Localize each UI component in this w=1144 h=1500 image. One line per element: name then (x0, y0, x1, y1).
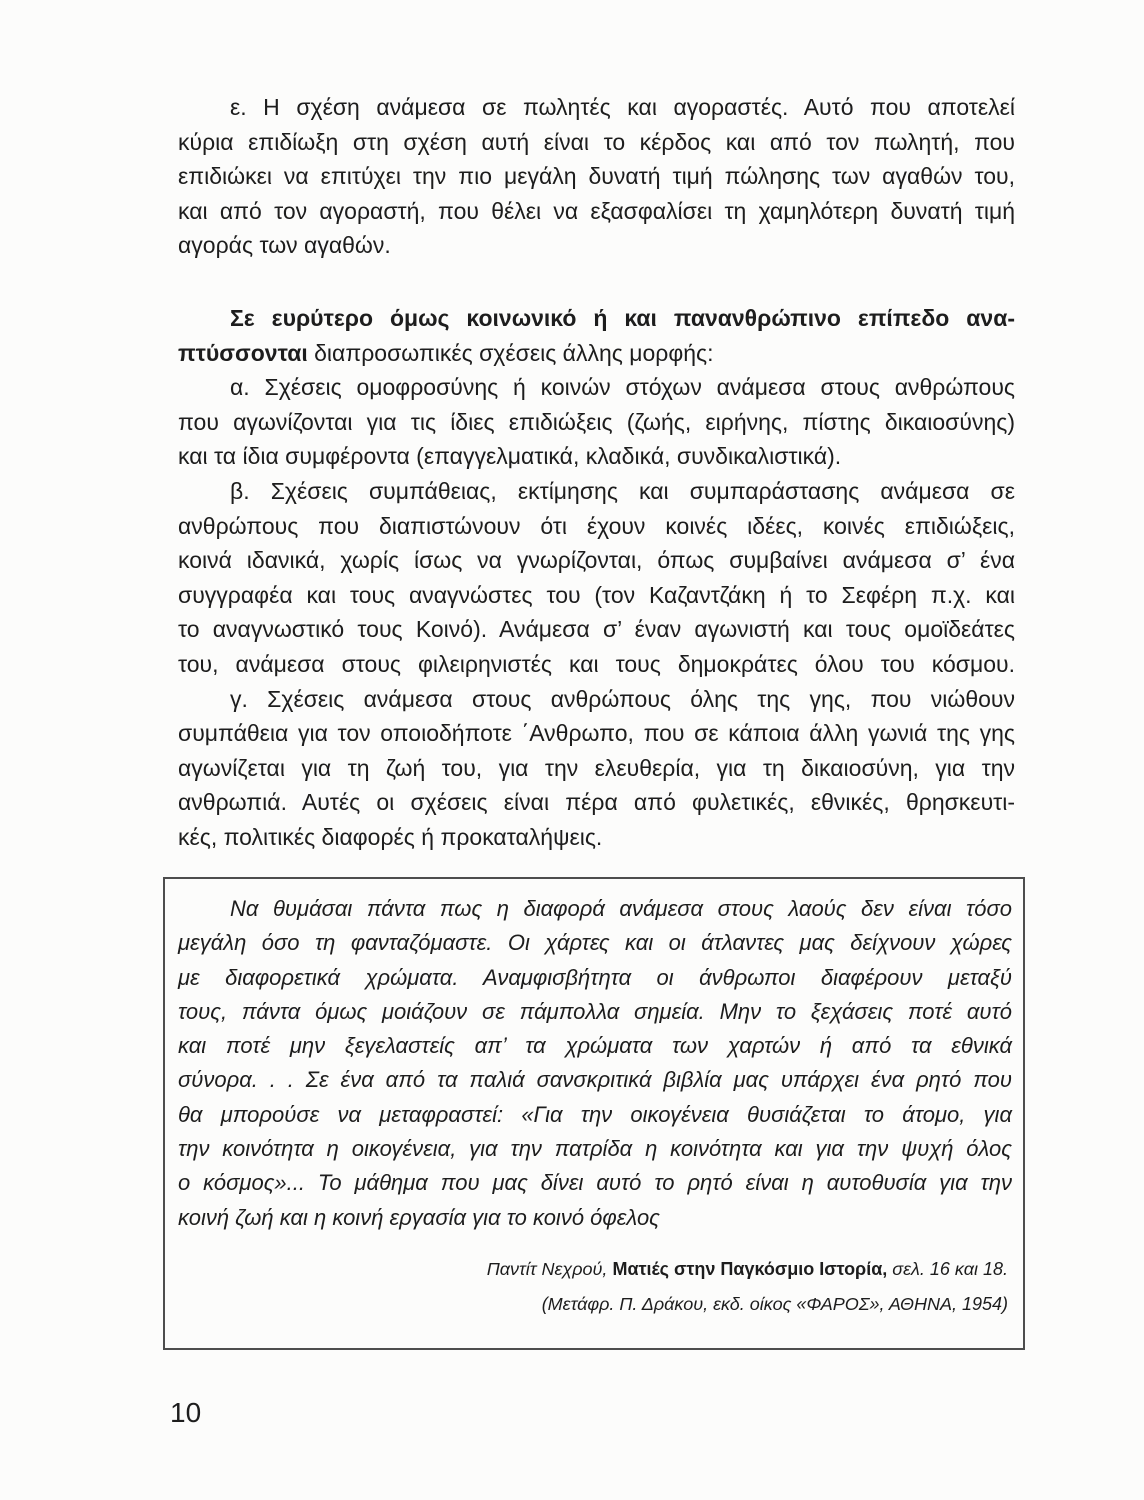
paragraph-item-e (178, 90, 1015, 263)
text-line: κοινά ιδανικά, χωρίς ίσως να γνωρίζονται, όπως συμβαίνει ανάμεσα σ’ ένα (178, 547, 1015, 574)
quote-line: Να θυμάσαι πάντα πως η διαφορά ανάμεσα στους λαούς δεν είναι τόσο (230, 896, 1012, 921)
text-line: γ. Σχέσεις ανάμεσα στους ανθρώπους όλης της γης, που νιώθουν (230, 685, 1015, 712)
text-line: και από τον αγοραστή, που θέλει να εξασφαλίσει τη χαμηλότερη δυνατή τιμή (178, 197, 1015, 224)
text-line: το αναγνωστικό τους Κοινό). Ανάμεσα σ’ έναν αγωνιστή και τους ομοϊδεάτες (178, 616, 1015, 643)
text-line: κές, πολιτικές διαφορές ή προκαταλήψεις. (178, 823, 603, 850)
quote-line: με διαφορετικά χρώματα. Αναμφισβήτητα οι άνθρωποι διαφέρουν μεταξύ (178, 964, 1012, 990)
text-line: συμπάθεια για τον οποιοδήποτε ΄Ανθρωπο, που σε κάποια άλλη γωνιά της γης (178, 720, 1015, 747)
quote-text (178, 892, 1012, 1235)
text-line: αγοράς των αγαθών. (178, 232, 391, 259)
paragraph-intro (178, 301, 1015, 370)
text-line: επιδιώκει να επιτύχει την πιο μεγάλη δυνατή τιμή πώλησης των αγαθών του, (178, 163, 1015, 190)
paragraph-item-b (178, 474, 1015, 682)
citation-book-title: Ματιές στην Παγκόσμιο Ιστορία, (612, 1258, 888, 1279)
citation (178, 1252, 1012, 1322)
text-line: κύρια επιδίωξη στη σχέση αυτή είναι το κέρδος και από τον πωλητή, που (178, 128, 1015, 155)
quote-line: θα μπορούσε να μεταφραστεί: «Για την οικογένεια θυσιάζεται το άτομο, για (178, 1101, 1012, 1127)
page-number: 10 (170, 1397, 202, 1428)
text-line: β. Σχέσεις συμπάθειας, εκτίμησης και συμπαράστασης ανάμεσα σε (230, 477, 1015, 504)
quote-line: ο κόσμος»... Το μάθημα που μας δίνει αυτό το ρητό είναι η αυτοθυσία για την (178, 1170, 1012, 1196)
text-line: α. Σχέσεις ομοφροσύνης ή κοινών στόχων ανάμεσα στους ανθρώπους (230, 374, 1015, 401)
citation-author: Παντίτ Νεχρού, (486, 1258, 608, 1279)
quote-box (163, 877, 1025, 1350)
text-line: και τα ίδια συμφέροντα (επαγγελματικά, κλαδικά, συνδικαλιστικά). (178, 443, 842, 470)
text-line: ε. Η σχέση ανάμεσα σε πωλητές και αγοραστές. Αυτό που αποτελεί (230, 94, 1015, 120)
citation-translation-note: (Μετάφρ. Π. Δράκου, εκδ. οίκος «ΦΑΡΟΣ», ΑΘΗΝΑ, 1954) (541, 1293, 1008, 1314)
paragraph-item-g (178, 682, 1015, 855)
text-line: ανθρωπιά. Αυτές οι σχέσεις είναι πέρα από φυλετικές, εθνικές, θρησκευτι- (178, 789, 1015, 816)
text-line: ανθρώπους που διαπιστώνουν ότι έχουν κοινές ιδέες, κοινές επιδιώξεις, (178, 512, 1015, 539)
quote-line: μεγάλη όσο τη φανταζόμαστε. Οι χάρτες και οι άτλαντες μας δείχνουν χώρες (178, 930, 1012, 956)
quote-line: κοινή ζωή και η κοινή εργασία για το κοινό όφελος (178, 1204, 660, 1230)
document-body (178, 90, 1015, 854)
quote-line: την κοινότητα η οικογένεια, για την πατρίδα η κοινότητα και για την ψυχή όλος (178, 1136, 1012, 1162)
quote-line: και ποτέ μην ξεγελαστείς απ’ τα χρώματα των χαρτών ή από τα εθνικά (178, 1033, 1012, 1059)
quote-line: τους, πάντα όμως μοιάζουν σε πάμπολλα σημεία. Μην το ξεχάσεις ποτέ αυτό (178, 998, 1012, 1024)
text-line-bold: Σε ευρύτερο όμως κοινωνικό ή και πανανθρώπινο επίπεδο ανα- (230, 304, 1015, 331)
text-line: συγγραφέα και τους αναγνώστες του (τον Καζαντζάκη ή το Σεφέρη π.χ. και (178, 581, 1015, 608)
paragraph-item-a (178, 370, 1015, 474)
text-line (178, 336, 1015, 371)
citation-pages: σελ. 16 και 18. (892, 1258, 1008, 1279)
text-line: του, ανάμεσα στους φιλειρηνιστές και τους δημοκράτες όλου του κόσμου. (178, 650, 1015, 677)
bold-word: πτύσσονται (178, 339, 308, 366)
citation-line (178, 1252, 1008, 1287)
text-line: που αγωνίζονται για τις ίδιες επιδιώξεις (ζωής, ειρήνης, πίστης δικαιοσύνης) (178, 408, 1015, 435)
text-line: αγωνίζεται για τη ζωή του, για την ελευθερία, για τη δικαιοσύνη, για την (178, 754, 1015, 781)
quote-line: σύνορα. . . Σε ένα από τα παλιά σανσκριτικά βιβλία μας υπάρχει ένα ρητό που (178, 1067, 1012, 1093)
text-span: διαπροσωπικές σχέσεις άλλης μορφής: (314, 339, 714, 366)
